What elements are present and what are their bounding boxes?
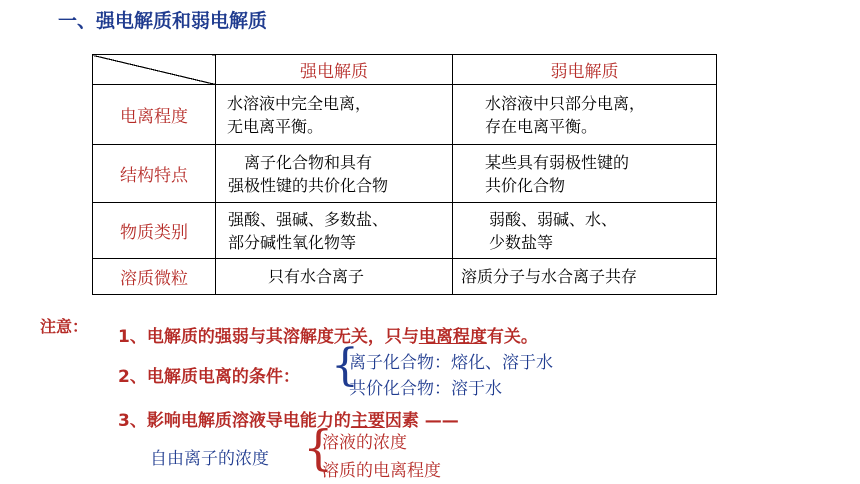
cell-line: 某些具有弱极性键的	[485, 152, 630, 172]
cell-line: 水溶液中只部分电离，	[485, 93, 646, 113]
left-brace-icon: {	[303, 420, 334, 476]
table-row	[93, 203, 717, 259]
section-title: 一、强电解质和弱电解质	[58, 10, 268, 32]
table-row	[93, 259, 717, 295]
cell-line: 强酸、强碱、多数盐、	[228, 209, 389, 229]
note-item-2: 2、电解质电离的条件：	[118, 367, 300, 387]
note-1-suffix: 有关。	[486, 327, 538, 347]
cell-line: 溶质分子与水合离子共存	[461, 267, 638, 286]
cell-line: 强极性键的共价化合物	[228, 175, 389, 195]
comparison-table	[92, 54, 717, 295]
note-1-underlined: 电离程度	[418, 327, 487, 347]
cell-line: 少数盐等	[489, 232, 554, 252]
cell-strong	[216, 145, 453, 203]
header-strong: 强电解质	[216, 55, 453, 85]
cell-line: 部分碱性氧化物等	[228, 232, 357, 252]
notes-label: 注意：	[40, 317, 89, 336]
note-1-text: 1、电解质的强弱与其溶解度无关，只与	[118, 327, 419, 347]
note-3-text: 3、影响电解质溶液导电能力的	[118, 411, 351, 431]
factor-option: 溶液的浓度	[322, 433, 407, 453]
factor-option: 溶质的电离程度	[322, 461, 441, 481]
cell-line: 无电离平衡。	[227, 116, 324, 136]
cell-line: 只有水合离子	[268, 267, 365, 286]
note-item-3	[118, 406, 459, 431]
cell-line: 存在电离平衡。	[485, 116, 598, 136]
cell-line: 共价化合物	[485, 175, 566, 195]
left-brace-icon: {	[331, 340, 359, 391]
note-item-1	[118, 322, 538, 347]
cell-line: 离子化合物和具有	[244, 152, 373, 172]
cell-strong	[216, 85, 453, 145]
row-label: 电离程度	[93, 85, 216, 145]
cell-weak	[453, 203, 717, 259]
header-weak: 弱电解质	[453, 55, 717, 85]
table-row	[93, 145, 717, 203]
table-row	[93, 85, 717, 145]
table-header-row	[93, 55, 717, 85]
table-corner-cell	[93, 55, 216, 85]
condition-option: 共价化合物：溶于水	[349, 379, 502, 399]
cell-line: 水溶液中完全电离，	[227, 93, 372, 113]
cell-weak	[453, 259, 717, 295]
cell-strong	[216, 259, 453, 295]
row-label: 物质类别	[93, 203, 216, 259]
condition-option: 离子化合物：熔化、溶于水	[349, 353, 553, 373]
factor-label: 自由离子的浓度	[150, 449, 269, 469]
row-label: 溶质微粒	[93, 259, 216, 295]
note-3-suffix: 因素 ——	[384, 411, 459, 431]
cell-weak	[453, 145, 717, 203]
cell-line: 弱酸、弱碱、水、	[489, 209, 618, 229]
note-3-underlined: 主要	[350, 411, 385, 431]
cell-strong	[216, 203, 453, 259]
row-label: 结构特点	[93, 145, 216, 203]
cell-weak	[453, 85, 717, 145]
